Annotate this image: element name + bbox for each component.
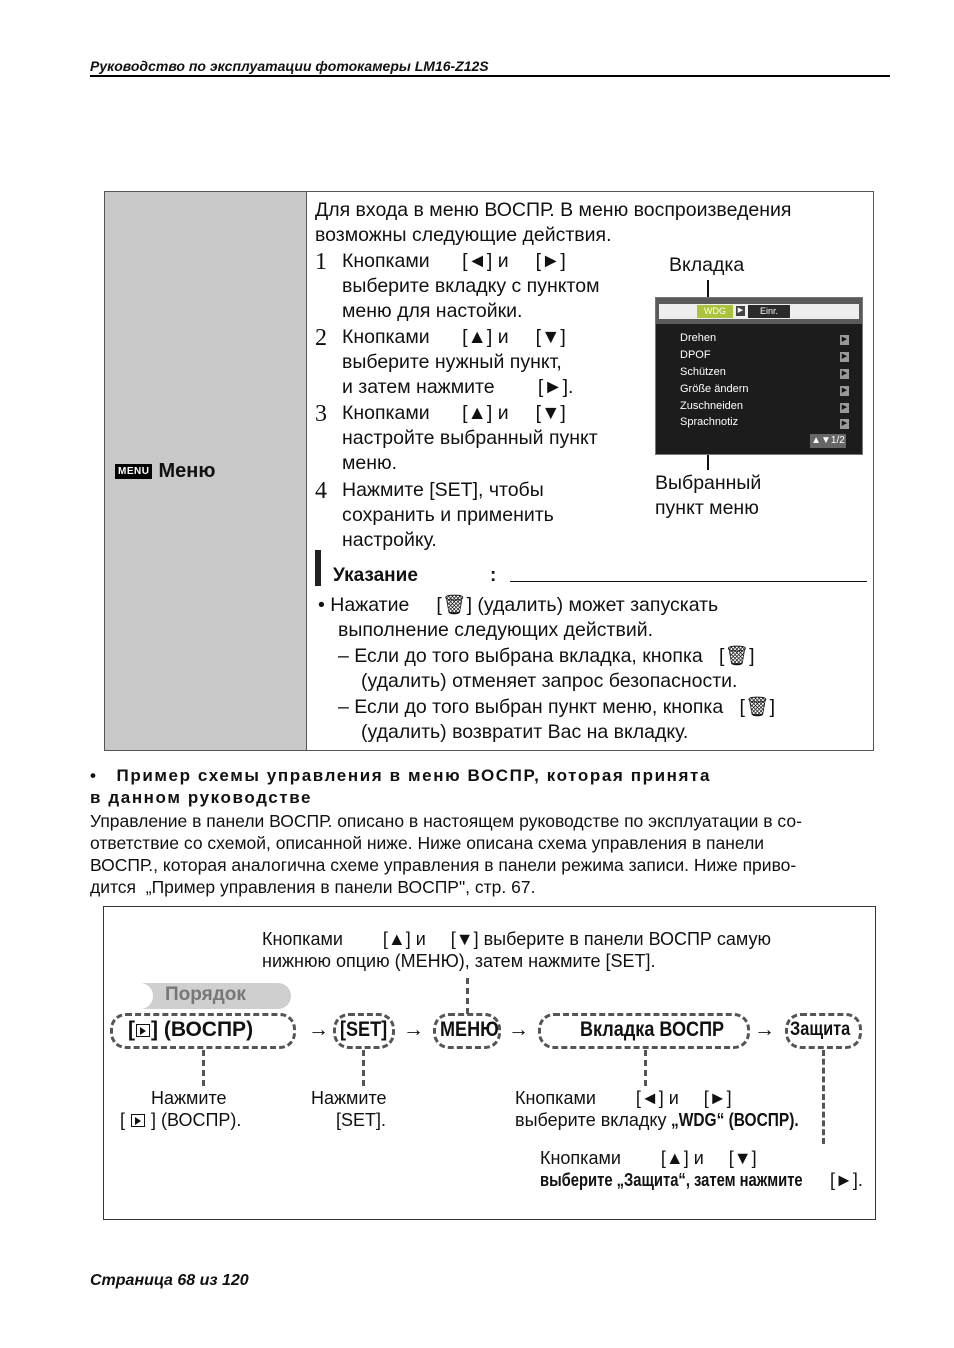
step-1-line-2: выберите вкладку с пунктом <box>342 275 600 297</box>
table-left-column <box>105 192 307 750</box>
step-2-line-1: Кнопками [▲] и [▼] <box>342 326 566 348</box>
note-protect-line-1: Кнопками [▲] и [▼] <box>540 1148 757 1168</box>
flow-arrow-2: → <box>403 1018 424 1041</box>
camera-item-arrow-icon: ▶ <box>841 370 848 377</box>
page-number: Страница 68 из 120 <box>90 1272 249 1289</box>
note-line-1: • Нажатие [🗑] (удалить) может запускать <box>318 594 719 616</box>
step-2-line-2: выберите нужный пункт, <box>342 351 562 373</box>
label-selected-item-1: Выбранный <box>655 472 762 494</box>
section-para-line-4: дится „Пример управления в панели ВОСПР", стр. 67. <box>90 877 536 897</box>
camera-tab-wdg: WDG <box>697 305 733 318</box>
flow-arrow-1: → <box>308 1018 329 1041</box>
note-line-6: (удалить) возвратит Вас на вкладку. <box>361 721 689 743</box>
camera-tab-play-icon: ▶ <box>737 307 744 314</box>
connector-tab <box>644 1050 647 1086</box>
step-3-line-2: настройте выбранный пункт <box>342 427 598 449</box>
note-tab-line-2: выберите вкладку „WDG“ (ВОСПР). <box>515 1110 800 1130</box>
note-colon: : <box>490 565 497 586</box>
connector-protect <box>822 1050 825 1144</box>
note-bar <box>315 550 321 586</box>
camera-item-arrow-icon: ▶ <box>841 404 848 411</box>
flow-vospr: [ ] (ВОСПР) <box>128 1018 254 1041</box>
camera-menu-item: Zuschneiden <box>680 400 743 412</box>
note-press-play-line-2: [ ] (ВОСПР). <box>120 1110 242 1130</box>
play-icon <box>136 1024 150 1037</box>
flow-arrow-4: → <box>754 1018 775 1041</box>
order-label: Порядок <box>165 984 246 1005</box>
note-protect-line-2: выберите „Защита“, затем нажмите [►]. <box>540 1170 863 1190</box>
connector-top-note <box>466 978 469 1014</box>
note-line-4: (удалить) отменяет запрос безопасности. <box>361 670 738 692</box>
step-3-line-1: Кнопками [▲] и [▼] <box>342 402 566 424</box>
flow-tab: Вкладка ВОСПР <box>580 1018 725 1041</box>
camera-item-arrow-icon: ▶ <box>841 387 848 394</box>
flow-menu: МЕНЮ <box>440 1018 499 1041</box>
camera-item-arrow-icon: ▶ <box>841 336 848 343</box>
flow-protect: Защита <box>790 1019 851 1040</box>
note-rule <box>510 581 867 582</box>
step-1-line-3: меню для настойки. <box>342 300 523 322</box>
step-number-4: 4 <box>315 478 327 504</box>
table-intro-line-1: Для входа в меню ВОСПР. В меню воспроизведения <box>315 199 792 221</box>
section-para-line-2: ответствие со схемой, описанной ниже. Ниже описана схема управления в панели <box>90 833 765 853</box>
step-number-3: 3 <box>315 401 327 427</box>
step-4-line-1: Нажмите [SET], чтобы <box>342 479 544 501</box>
note-press-set-line-2: [SET]. <box>336 1110 387 1130</box>
camera-tab-einr: Einr. <box>748 305 790 318</box>
camera-tab-bar <box>656 298 862 324</box>
flow-arrow-3: → <box>508 1018 529 1041</box>
camera-menu-item: Sprachnotiz <box>680 416 739 428</box>
camera-page-indicator: ▲▼1/2 <box>811 435 845 446</box>
camera-menu-item: Drehen <box>680 332 717 344</box>
section-para-line-1: Управление в панели ВОСПР. описано в настоящем руководстве по эксплуатации в со- <box>90 811 802 831</box>
document-header-title: Руководство по эксплуатации фотокамеры LM16-Z12S <box>90 58 489 74</box>
note-press-set-line-1: Нажмите <box>311 1088 387 1108</box>
menu-row-label <box>115 460 215 483</box>
label-tab: Вкладка <box>669 254 745 276</box>
step-1-line-1: Кнопками [◄] и [►] <box>342 250 566 272</box>
note-line-5: – Если до того выбран пункт меню, кнопка [🗑] <box>338 696 776 718</box>
camera-menu-item: Schützen <box>680 366 726 378</box>
label-selected-item-2: пункт меню <box>655 497 759 519</box>
step-3-line-3: меню. <box>342 452 398 474</box>
section-heading-line-2: в данном руководстве <box>90 788 313 807</box>
step-4-line-3: настройку. <box>342 529 437 551</box>
connector-vospr <box>202 1050 205 1086</box>
connector-set <box>362 1050 365 1086</box>
section-para-line-3: ВОСПР., которая аналогична схеме управления в панели режима записи. Ниже приво- <box>90 855 797 875</box>
note-line-3: – Если до того выбрана вкладка, кнопка [🗑] <box>338 645 755 667</box>
note-press-play-line-1: Нажмите <box>151 1088 227 1108</box>
note-line-2: выполнение следующих действий. <box>338 619 654 641</box>
diagram-top-note-line-2: нижнюю опцию (МЕНЮ), затем нажмите [SET]. <box>262 951 656 971</box>
header-rule <box>90 75 890 77</box>
note-tab-line-1: Кнопками [◄] и [►] <box>515 1088 732 1108</box>
diagram-top-note-line-1: Кнопками [▲] и [▼] выберите в панели ВОСПР самую <box>262 929 772 949</box>
section-heading-line-1: • Пример схемы управления в меню ВОСПР, которая принята <box>90 766 712 785</box>
camera-menu-item: DPOF <box>680 349 711 361</box>
menu-icon: MENU <box>115 464 152 479</box>
step-number-1: 1 <box>315 249 327 275</box>
play-icon <box>131 1114 145 1127</box>
flow-set: [SET] <box>340 1018 388 1041</box>
camera-screen-image <box>655 297 863 455</box>
camera-item-arrow-icon: ▶ <box>841 353 848 360</box>
menu-label-text: Меню <box>158 460 216 482</box>
camera-item-arrow-icon: ▶ <box>841 420 848 427</box>
step-number-2: 2 <box>315 325 327 351</box>
note-title: Указание <box>333 565 418 586</box>
step-2-line-3: и затем нажмите [►]. <box>342 376 574 398</box>
camera-menu-item: Größe ändern <box>680 383 749 395</box>
table-intro-line-2: возможны следующие действия. <box>315 224 612 246</box>
step-4-line-2: сохранить и применить <box>342 504 554 526</box>
